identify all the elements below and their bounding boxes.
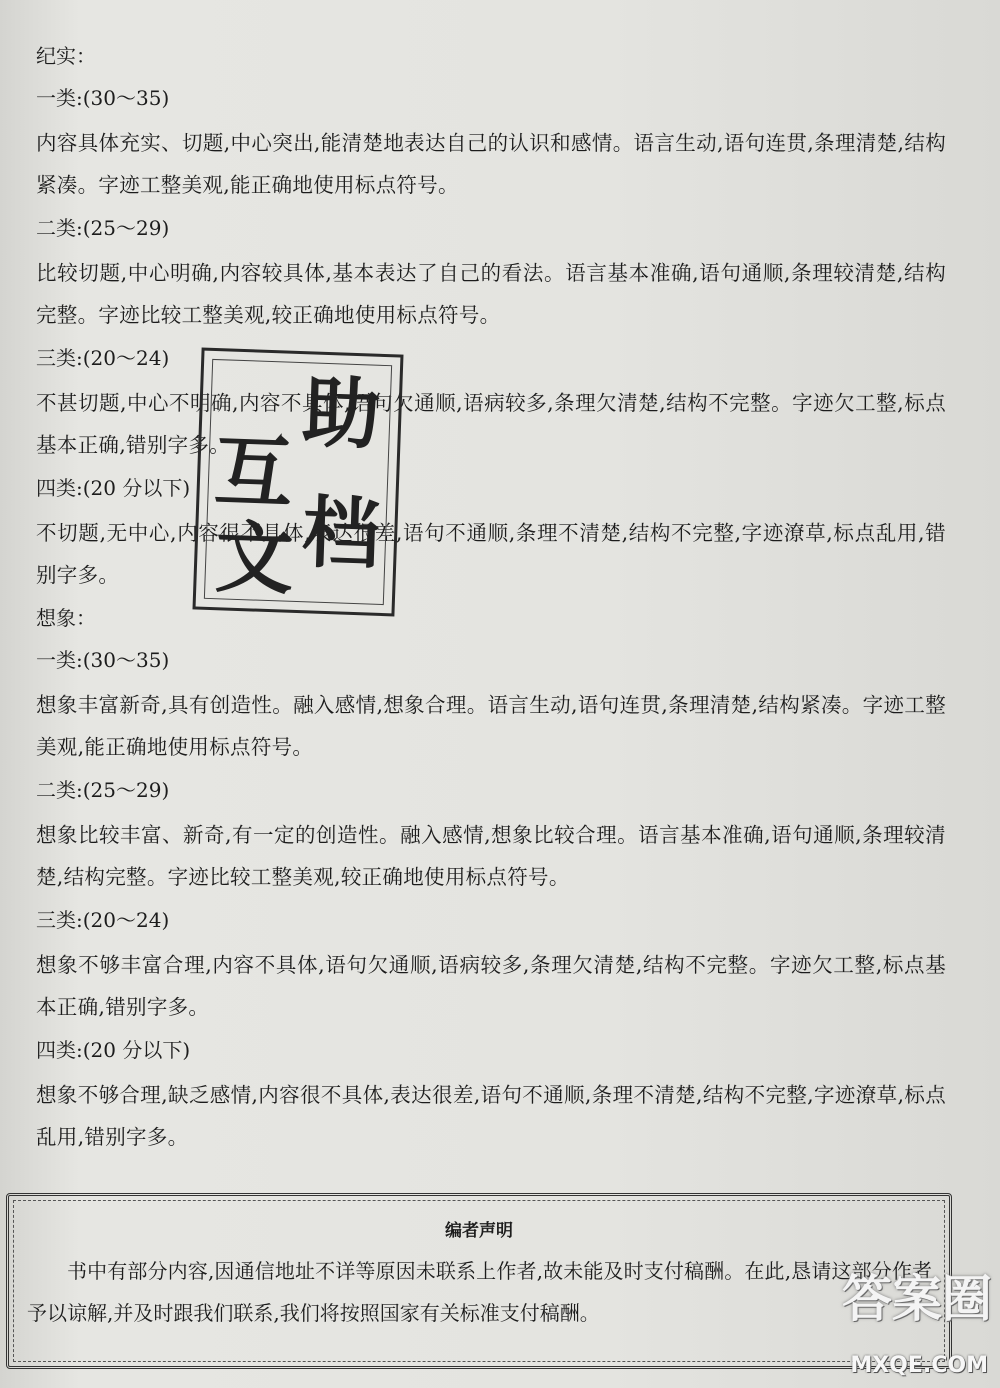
grade-label: 四类:(20 分以下) [36,476,191,500]
seal-char: 助 [300,368,382,461]
notice-title: 编者声明 [445,1221,513,1241]
grade-description: 比较切题,中心明确,内容较具体,基本表达了自己的看法。语言基本准确,语句通顺,条理较清楚,结构完整。字迹比较工整美观,较正确地使用标点符号。 [36,261,946,327]
grade-description: 想象丰富新奇,具有创造性。融入感情,想象合理。语言生动,语句连贯,条理清楚,结构紧凑。字迹工整美观,能正确地使用标点符号。 [36,693,946,759]
seal-char: 互 [212,427,294,520]
grade-label: 一类:(30～35) [36,648,170,672]
watermark-url: MXQE.COM [850,1353,988,1378]
grade-description: 想象不够合理,缺乏感情,内容很不具体,表达很差,语句不通顺,条理不清楚,结构不完整,字迹潦草,标点乱用,错别字多。 [36,1083,946,1149]
scoring-content [36,38,946,1158]
grade-label: 二类:(25～29) [36,778,170,802]
grade-label: 三类:(20～24) [36,346,170,370]
notice-body: 书中有部分内容,因通信地址不详等原因未联系上作者,故未能及时支付稿酬。在此,恳请这部分作者予以谅解,并及时跟我们联系,我们将按照国家有关标准支付稿酬。 [27,1259,932,1325]
grade-label: 三类:(20～24) [36,908,170,932]
grade-description: 想象比较丰富、新奇,有一定的创造性。融入感情,想象比较合理。语言基本准确,语句通顺,条理较清楚,结构完整。字迹比较工整美观,较正确地使用标点符号。 [36,823,946,889]
seal-char: 文 [213,513,295,606]
grade-description: 想象不够丰富合理,内容不具体,语句欠通顺,语病较多,条理欠清楚,结构不完整。字迹欠工整,标点基本正确,错别字多。 [36,953,946,1019]
grade-label: 一类:(30～35) [36,86,170,110]
site-watermark [802,1264,992,1384]
watermark-logo: 答案圈 [842,1270,992,1328]
grade-description: 内容具体充实、切题,中心突出,能清楚地表达自己的认识和感情。语言生动,语句连贯,条理清楚,结构紧凑。字迹工整美观,能正确地使用标点符号。 [36,131,946,197]
grade-label: 四类:(20 分以下) [36,1038,191,1062]
grade-description: 不甚切题,中心不明确,内容不具体,语句欠通顺,语病较多,条理欠清楚,结构不完整。字迹欠工整,标点基本正确,错别字多。 [36,391,946,457]
section-title-jishi: 纪实： [36,44,96,68]
grade-label: 二类:(25～29) [36,216,170,240]
seal-char: 档 [300,488,382,581]
grade-description: 不切题,无中心,内容很不具体,表达很差,语句不通顺,条理不清楚,结构不完整,字迹潦草,标点乱用,错别字多。 [36,521,946,587]
section-title-xiangxiang: 想象： [36,606,96,630]
seal-stamp [192,348,403,617]
